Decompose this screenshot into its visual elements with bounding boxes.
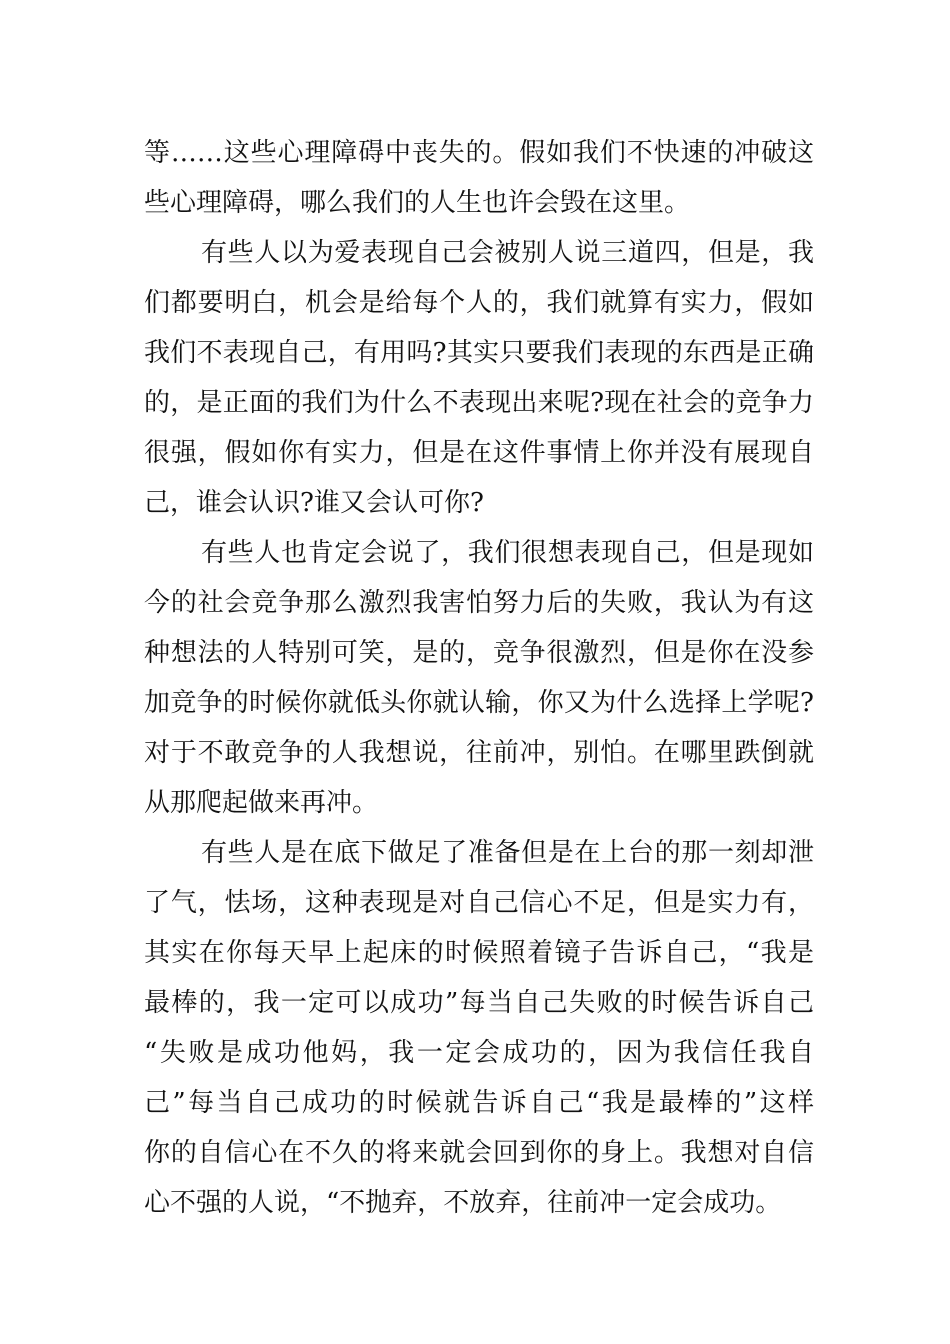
text-line: 种想法的人特别可笑，是的，竞争很激烈，但是你在没参 <box>144 638 814 668</box>
paragraph-start-line: 有些人也肯定会说了，我们很想表现自己，但是现如 <box>201 538 814 568</box>
text-line: 加竞争的时候你就低头你就认输，你又为什么选择上学呢? <box>144 688 814 718</box>
document-body <box>144 128 814 1228</box>
text-line: 从那爬起做来再冲。 <box>144 788 379 818</box>
text-line: 的，是正面的我们为什么不表现出来呢?现在社会的竞争力 <box>144 388 814 418</box>
paragraph-start-line: 有些人是在底下做足了准备但是在上台的那一刻却泄 <box>201 838 814 868</box>
text-line: 你的自信心在不久的将来就会回到你的身上。我想对自信 <box>144 1138 814 1168</box>
paragraph-start-line: 有些人以为爱表现自己会被别人说三道四，但是，我 <box>201 238 814 268</box>
text-line: 了气，怯场，这种表现是对自己信心不足，但是实力有， <box>144 888 814 918</box>
text-line: “失败是成功他妈，我一定会成功的，因为我信任我自 <box>144 1038 814 1068</box>
text-line: 其实在你每天早上起床的时候照着镜子告诉自己，“我是 <box>144 938 814 968</box>
text-line: 我们不表现自己，有用吗?其实只要我们表现的东西是正确 <box>144 338 814 368</box>
text-line: 己，谁会认识?谁又会认可你? <box>144 488 484 518</box>
text-line: 些心理障碍，哪么我们的人生也许会毁在这里。 <box>144 188 691 218</box>
text-line: 最棒的，我一定可以成功”每当自己失败的时候告诉自己 <box>144 988 814 1018</box>
text-line: 心不强的人说，“不抛弃，不放弃，往前冲一定会成功。 <box>144 1188 782 1218</box>
text-line: 很强，假如你有实力，但是在这件事情上你并没有展现自 <box>144 438 814 468</box>
text-line: 己”每当自己成功的时候就告诉自己“我是最棒的”这样 <box>144 1088 814 1118</box>
text-line: 等……这些心理障碍中丧失的。假如我们不快速的冲破这 <box>144 138 814 168</box>
text-line: 对于不敢竞争的人我想说，往前冲，别怕。在哪里跌倒就 <box>144 738 814 768</box>
text-line: 今的社会竞争那么激烈我害怕努力后的失败，我认为有这 <box>144 588 814 618</box>
text-line: 们都要明白，机会是给每个人的，我们就算有实力，假如 <box>144 288 814 318</box>
